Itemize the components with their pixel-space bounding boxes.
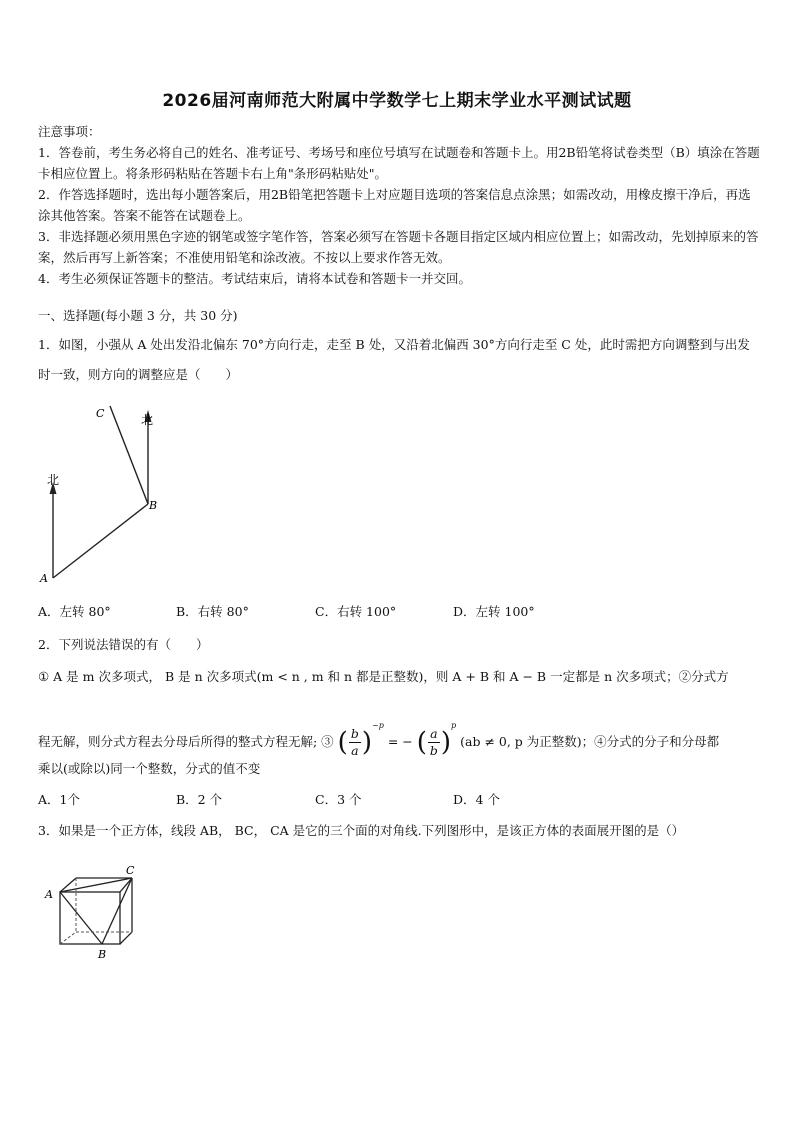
- notes-item: 1．答卷前，考生务必将自己的姓名、准考证号、考场号和座位号填写在试题卷和答题卡上。用2B铅笔将试卷类型（B）填涂在答题卡相应位置上。将条形码粘贴在答题卡右上角"条形码粘贴处"。: [38, 145, 760, 181]
- north-label-b: 北: [141, 413, 154, 427]
- page-title: 2026届河南师范大附属中学数学七上期末学业水平测试试题: [162, 91, 632, 111]
- question-2-stem: 2．下列说法错误的有（ ）: [38, 637, 209, 652]
- line-2-text-b: (ab ≠ 0, p 为正整数)；④分式的分子和分母都: [460, 734, 720, 749]
- option-b[interactable]: B．右转 80°: [176, 604, 249, 619]
- question-2-line-1: ① A 是 m 次多项式， B 是 n 次多项式(m < n , m 和 n 都是正整数)，则 A + B 和 A − B 一定都是 n 次多项式；②分式方: [38, 669, 729, 684]
- point-label-a: A: [40, 572, 48, 585]
- fraction-a-over-b: $\frac{a}{b}$: [429, 726, 438, 758]
- cube-label-b: B: [98, 948, 107, 961]
- north-label-a: 北: [47, 473, 60, 487]
- equals-minus: = −: [387, 734, 413, 749]
- question-1-figure: [36, 400, 166, 590]
- question-3-cube-figure: [40, 862, 140, 962]
- option-c[interactable]: C．3 个: [315, 792, 362, 807]
- question-2-line-3: 乘以(或除以)同一个整数，分式的值不变: [38, 761, 261, 776]
- notes-item: 2．作答选择题时，选出每小题答案后，用2B铅笔把答题卡上对应题目选项的答案信息点涂黑；如需改动，用橡皮擦干净后，再选涂其他答案。答案不能答在试题卷上。: [38, 187, 751, 223]
- option-a[interactable]: A．左转 80°: [38, 604, 111, 619]
- exponent-p: p: [451, 721, 457, 730]
- question-1-text: 1．如图，小强从 A 处出发沿北偏东 70°方向行走，走至 B 处，又沿着北偏西 30°方向行走至 C 处，此时需把方向调整到与出发时一致，则方向的调整应是（ ）: [38, 337, 750, 382]
- line-2-text-a: 程无解，则分式方程去分母后所得的整式方程无解; ③: [38, 734, 334, 749]
- notes-item: 4．考生必须保证答题卡的整洁。考试结束后，请将本试卷和答题卡一并交回。: [38, 271, 471, 286]
- option-d[interactable]: D．左转 100°: [453, 604, 535, 619]
- question-3-text: 3．如果是一个正方体，线段 AB， BC， CA 是它的三个面的对角线.下列图形中，是该正方体的表面展开图的是（）: [38, 823, 685, 838]
- notes-item: 3．非选择题必须用黑色字迹的钢笔或签字笔作答，答案必须写在答题卡各题目指定区域内相应位置上；如需改动，先划掉原来的答案，然后再写上新答案；不准使用铅笔和涂改液。不按以上要求作答无效。: [38, 229, 759, 265]
- point-label-b: B: [149, 499, 158, 512]
- point-label-c: C: [96, 407, 105, 420]
- path-ab: [53, 504, 148, 578]
- diagonal-bc: [102, 878, 132, 944]
- cube-label-c: C: [126, 864, 135, 877]
- option-c[interactable]: C．右转 100°: [315, 604, 397, 619]
- question-2-line-2: 程无解，则分式方程去分母后所得的整式方程无解; ③ ( $\frac{b}{a}$ )$^{-p}$ = − ( $\frac{a}{b}$ )$^p$ (ab ≠ 0, p 为正整数)；④分式的分子和分母都: [38, 721, 720, 758]
- notes-section: [38, 121, 760, 289]
- fraction-b-over-a: $\frac{b}{a}$: [350, 726, 359, 758]
- option-b[interactable]: B．2 个: [176, 792, 223, 807]
- cube-label-a: A: [45, 888, 53, 901]
- notes-heading: 注意事项：: [38, 124, 101, 139]
- option-a[interactable]: A．1个: [38, 792, 80, 807]
- section-title: 一、选择题(每小题 3 分，共 30 分): [38, 308, 238, 323]
- exponent-neg-p: −p: [372, 721, 384, 730]
- question-2-options: [38, 790, 760, 810]
- diagonal-ab: [60, 892, 102, 944]
- question-1-options: [38, 602, 760, 622]
- option-d[interactable]: D．4 个: [453, 792, 500, 807]
